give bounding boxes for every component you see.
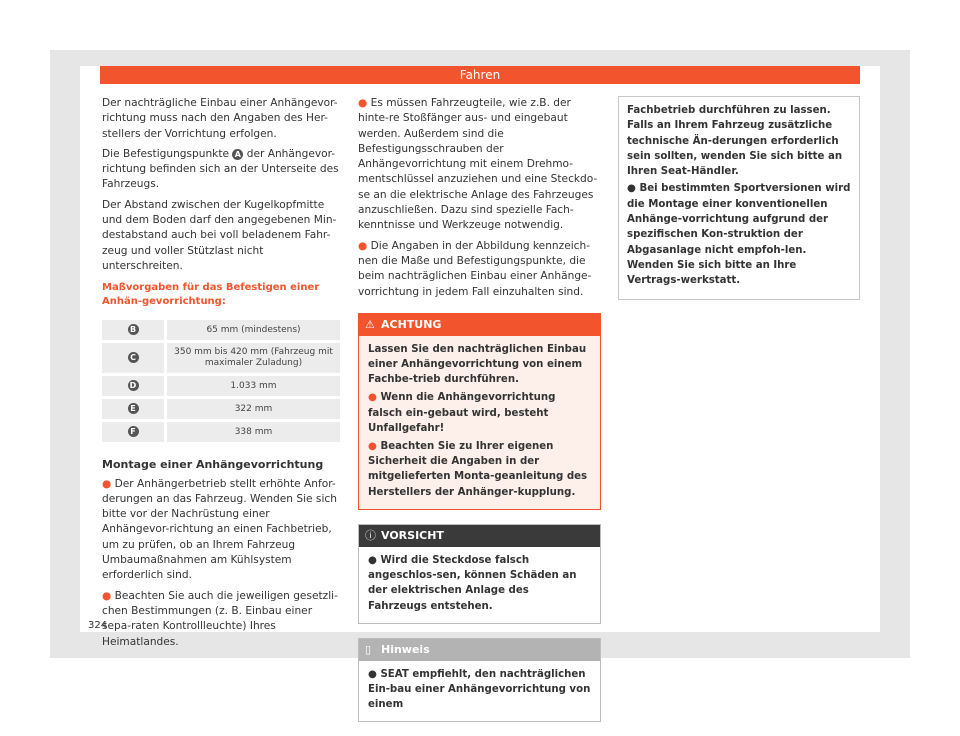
paragraph-text: Die Befestigungspunkte <box>102 147 229 160</box>
bullet-item: ● Die Angaben in der Abbildung kennzeich-nen die Maße und Befestigungspunkte, die beim nachträglichen Einbau einer Anhänge-vorrichtung in jedem Fall einzuhalten sind. <box>358 239 592 298</box>
hint-header: ▯ Hinweis <box>359 639 600 661</box>
bullet-icon: ● <box>102 477 112 490</box>
page-number: 324 <box>88 620 108 631</box>
caution-box <box>358 524 601 624</box>
table-cell: 65 mm (mindestens) <box>164 320 340 340</box>
paragraph-text: der Anhängevor-richtung befinden sich an der Unterseite des Fahrzeugs. <box>102 147 339 191</box>
marker-b: B <box>128 324 139 335</box>
paragraph: Der Abstand zwischen der Kugelkopfmitte und dem Boden darf den angegebenen Min-destabstand auch bei voll beladenem Fahr-zeug und voller Stützlast nicht unterschreiten. <box>102 198 337 272</box>
bullet-item: ● Der Anhängerbetrieb stellt erhöhte Anfor-derungen an das Fahrzeug. Wenden Sie sich bitte vor der Nachrüstung einer Anhängevor-richtung an einen Fachbetrieb, um zu prüfen, ob an Ihrem Fahrzeug Umbaumaßnahmen am Kühlsystem erforderlich sind. <box>102 477 337 582</box>
bullet-icon: ● <box>368 392 377 404</box>
column-left <box>102 96 340 655</box>
table-row <box>102 320 340 340</box>
warning-box <box>358 313 601 510</box>
table-cell: 338 mm <box>164 422 340 442</box>
exclamation-circle-icon: ⓘ <box>365 528 376 542</box>
bullet-icon: ● <box>358 97 368 109</box>
bullet-icon: ● <box>358 239 368 252</box>
table-cell: 1.033 mm <box>164 376 340 396</box>
section-header: Fahren <box>100 66 860 84</box>
bullet-icon: ● <box>368 668 377 680</box>
table-cell: 350 mm bis 420 mm (Fahrzeug mit maximaler Zuladung) <box>164 343 340 373</box>
table-row <box>102 376 340 396</box>
hint-body: ● SEAT empfiehlt, den nachträglichen Ein-bau einer Anhängevorrichtung von einem <box>368 668 591 711</box>
bullet-item: ● Beachten Sie auch die jeweiligen gesetzli-chen Bestimmungen (z. B. Einbau einer sepa-raten Kontrollleuchte) Ihres Heimatlandes. <box>102 589 338 648</box>
hint-box-continued: Fachbetrieb durchführen zu lassen. Falls an Ihrem Fahrzeug zusätzliche technische Än-derungen erforderlich sein sollten, wenden Sie sich bitte an Ihren Seat-Händler. ● Bei bestimmten Sportversionen wird die Montage einer konventionellen Anhänge-vorrichtung aufgrund der spezifischen Kon-struktion der Abgasanlage nicht empfoh-len. Wenden Sie sich bitte an Ihre Vertrags-werkstatt. <box>618 96 860 300</box>
table-row <box>102 343 340 373</box>
info-note-icon: ▯ <box>365 642 372 656</box>
marker-e: E <box>128 403 139 414</box>
caution-body: ● Wird die Steckdose falsch angeschlos-sen, können Schäden an der elektrischen Anlage des Fahrzeugs entstehen. <box>368 554 577 612</box>
hint-box <box>358 638 601 723</box>
marker-c: C <box>128 352 139 363</box>
paragraph <box>102 147 340 193</box>
bullet-icon: ● <box>102 589 112 602</box>
section-title: Montage einer Anhängevorrichtung <box>102 458 324 472</box>
marker-a: A <box>232 149 243 160</box>
warning-header: ⚠ ACHTUNG <box>359 314 600 336</box>
table-row <box>102 399 340 419</box>
bullet-icon: ● <box>627 183 636 195</box>
bullet-item: ● Es müssen Fahrzeugteile, wie z.B. der hinte-re Stoßfänger aus- und eingebaut werden. Außerdem sind die Befestigungsschrauben der Anhängevorrichtung mit einem Drehmo-mentschlüssel anzuziehen und eine Steckdo-se an die elektrische Anlage des Fahrzeuges anzuschließen. Dazu sind spezielle Fach-kenntnisse und Werkzeuge notwendig. <box>358 97 598 232</box>
caution-header: ⓘ VORSICHT <box>359 525 600 547</box>
table-cell: 322 mm <box>164 399 340 419</box>
marker-f: F <box>128 426 139 437</box>
warning-body: Lassen Sie den nachträglichen Einbau einer Anhängevorrichtung von einem Fachbe-trieb durchführen. ● Wenn die Anhängevorrichtung falsch ein-gebaut wird, besteht Unfallgefahr! ● Beachten Sie zu Ihrer eigenen Sicherheit die Angaben in der mitgelieferten Monta-geanleitung des Herstellers der Anhänger-kupplung. <box>359 336 600 509</box>
table-row <box>102 422 340 442</box>
bullet-icon: ● <box>368 441 377 453</box>
column-right <box>618 96 860 300</box>
spec-heading: Maßvorgaben für das Befestigen einer Anhän-gevorrichtung: <box>102 282 320 308</box>
warning-triangle-icon: ⚠ <box>365 317 375 331</box>
column-middle <box>358 96 601 736</box>
paragraph: Der nachträgliche Einbau einer Anhängevor-richtung muss nach den Angaben des Her-stellers der Vorrichtung erfolgen. <box>102 97 338 140</box>
spec-table <box>102 317 340 445</box>
bullet-icon: ● <box>368 554 377 566</box>
marker-d: D <box>128 380 139 391</box>
